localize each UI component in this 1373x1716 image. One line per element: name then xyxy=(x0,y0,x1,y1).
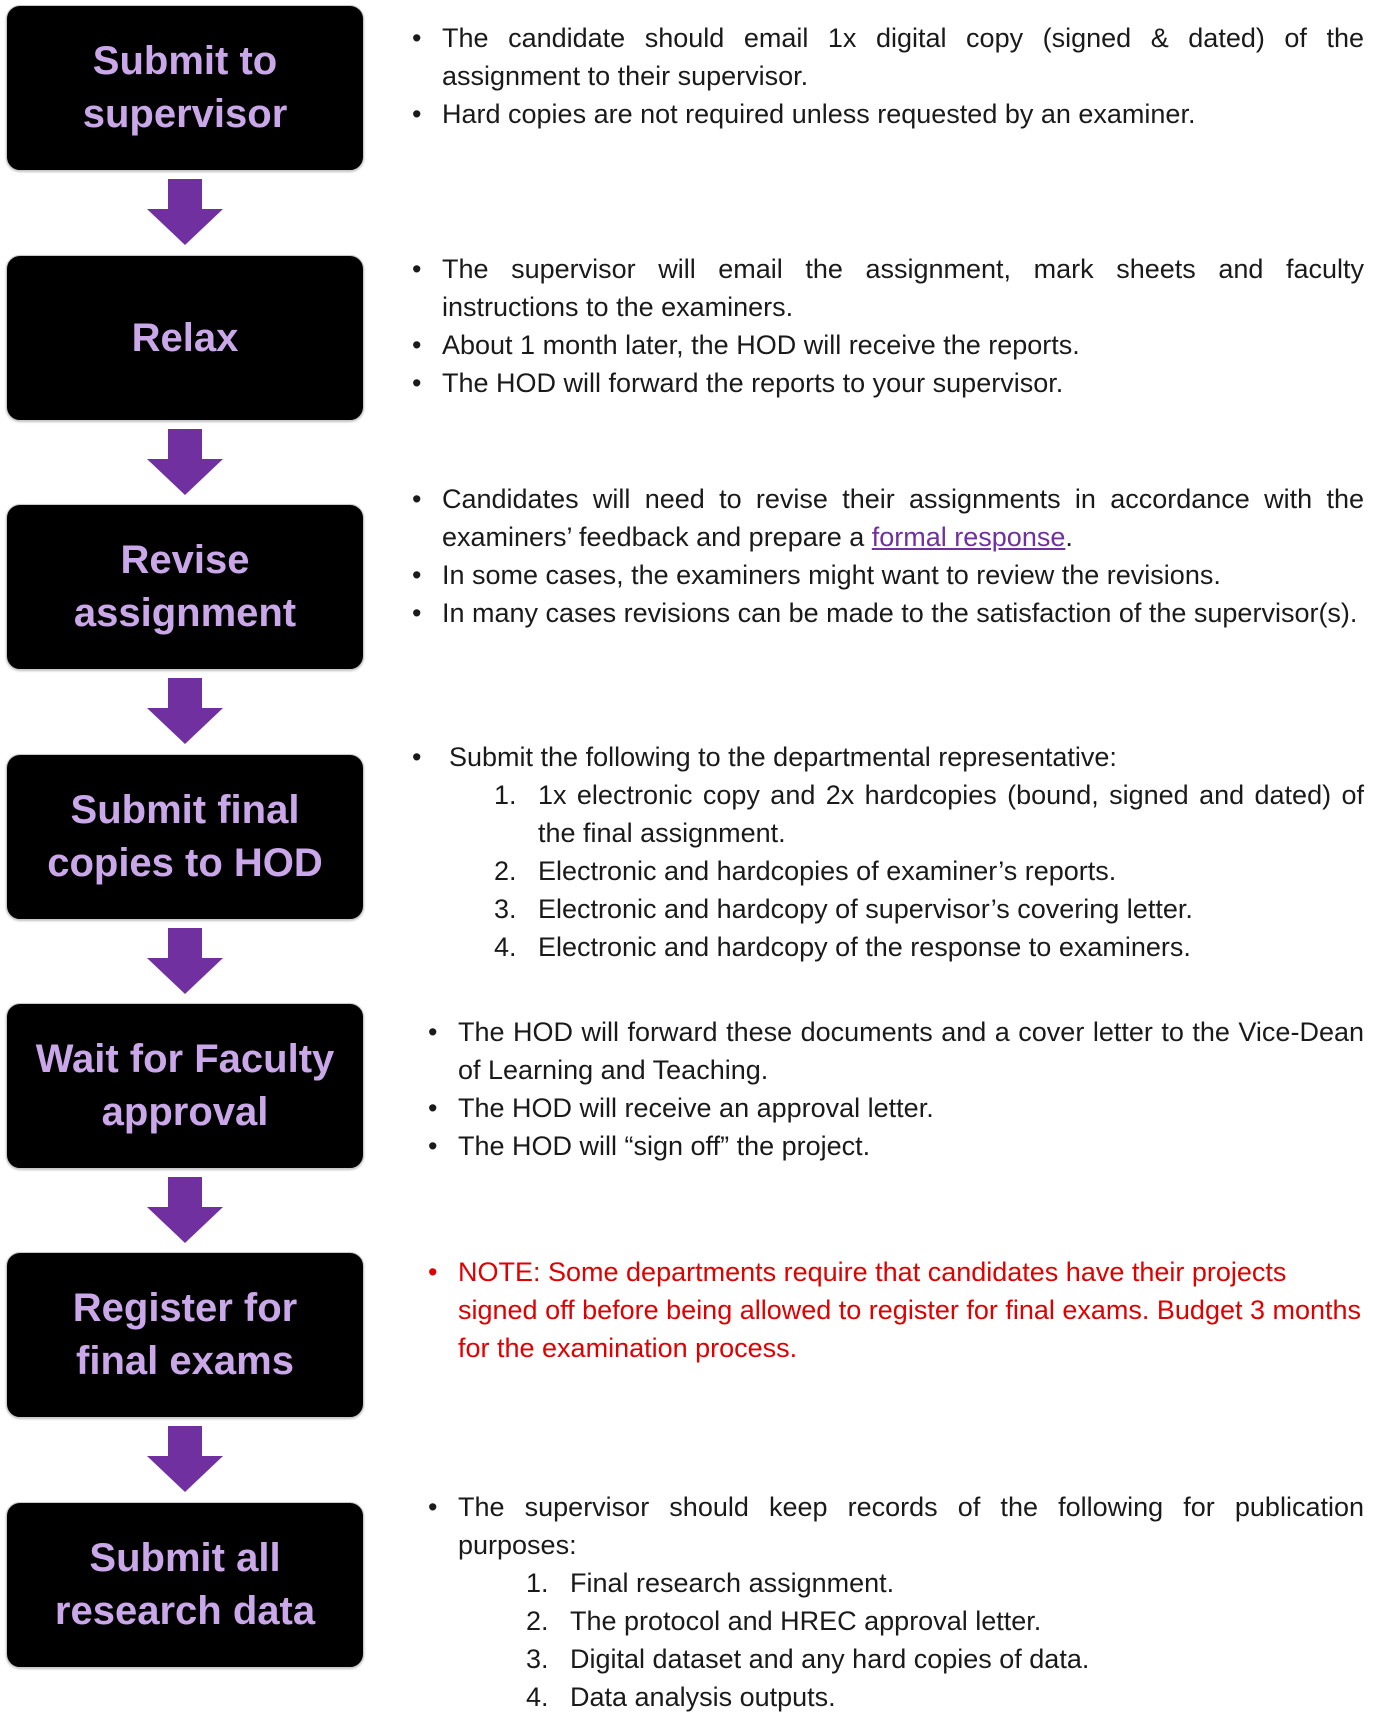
down-arrow-icon xyxy=(147,1177,223,1243)
bullet-item: • In many cases revisions can be made to the satisfaction of the supervisor(s). xyxy=(404,594,1364,632)
item-text: Data analysis outputs. xyxy=(570,1682,836,1712)
step-box-submit-final-copies xyxy=(6,754,364,920)
item-number: 1. xyxy=(526,1568,549,1598)
step-title: Register for final exams xyxy=(72,1286,298,1383)
step-box-submit-to-supervisor xyxy=(6,5,364,171)
bullet-item: • The supervisor should keep records of the following for publication purposes: xyxy=(420,1488,1364,1564)
bullet-item: • Hard copies are not required unless requested by an examiner. xyxy=(404,95,1364,133)
item-text: Electronic and hardcopy of the response to examiners. xyxy=(538,932,1191,962)
item-text: Digital dataset and any hard copies of data. xyxy=(570,1644,1090,1674)
step-description-wait-for-faculty-approval xyxy=(420,1013,1364,1165)
step-box-register-for-final-exams xyxy=(6,1252,364,1418)
item-text: The protocol and HREC approval letter. xyxy=(570,1606,1042,1636)
item-text: Electronic and hardcopy of supervisor’s covering letter. xyxy=(538,894,1193,924)
bullet-item: • Submit the following to the departmental representative: xyxy=(404,738,1364,776)
bullet-item: • The HOD will forward these documents and a cover letter to the Vice-Dean of Learning and Teaching. xyxy=(420,1013,1364,1089)
step-title: Submit all research data xyxy=(54,1536,316,1633)
step-title: Submit to supervisor xyxy=(82,39,288,136)
item-number: 3. xyxy=(526,1644,549,1674)
item-text: Final research assignment. xyxy=(570,1568,895,1598)
numbered-item xyxy=(526,1678,1364,1716)
bullet-item: • The HOD will receive an approval letter. xyxy=(420,1089,1364,1127)
step-description-relax xyxy=(404,250,1364,402)
numbered-item xyxy=(494,928,1364,966)
item-number: 2. xyxy=(526,1606,549,1636)
item-number: 2. xyxy=(494,856,517,886)
note-text: • NOTE: Some departments require that candidates have their projects signed off before being allowed to register for final exams. Budget 3 months for the examination process. xyxy=(420,1253,1364,1367)
step-title: Submit final copies to HOD xyxy=(47,788,323,885)
item-text: 1x electronic copy and 2x hardcopies (bound, signed and dated) of the final assignment. xyxy=(538,780,1364,848)
item-number: 4. xyxy=(494,932,517,962)
down-arrow-icon xyxy=(147,429,223,495)
bullet-text: Candidates will need to revise their assignments in accordance with the examiners’ feedback and prepare a xyxy=(442,484,1364,552)
item-number: 4. xyxy=(526,1682,549,1712)
step-title: Wait for Faculty approval xyxy=(35,1037,335,1134)
item-number: 1. xyxy=(494,780,517,810)
bullet-item xyxy=(404,480,1364,556)
formal-response-link[interactable]: formal response xyxy=(871,522,1066,552)
bullet-item: • The candidate should email 1x digital copy (signed & dated) of the assignment to their supervisor. xyxy=(404,19,1364,95)
step-box-submit-all-research-data xyxy=(6,1502,364,1668)
step-box-revise-assignment xyxy=(6,504,364,670)
step-box-wait-for-faculty-approval xyxy=(6,1003,364,1169)
step-title: Revise assignment xyxy=(73,538,297,635)
bullet-item: • The HOD will “sign off” the project. xyxy=(420,1127,1364,1165)
bullet-text: . xyxy=(1065,522,1073,552)
bullet-item: • In some cases, the examiners might want to review the revisions. xyxy=(404,556,1364,594)
numbered-item xyxy=(494,890,1364,928)
bullet-item: • The supervisor will email the assignment, mark sheets and faculty instructions to the examiners. xyxy=(404,250,1364,326)
item-text: Electronic and hardcopies of examiner’s reports. xyxy=(538,856,1117,886)
step-description-submit-to-supervisor xyxy=(404,19,1364,133)
step-description-register-for-final-exams xyxy=(420,1253,1364,1367)
numbered-item xyxy=(494,776,1364,852)
bullet-item: • About 1 month later, the HOD will receive the reports. xyxy=(404,326,1364,364)
bullet-item: • The HOD will forward the reports to your supervisor. xyxy=(404,364,1364,402)
down-arrow-icon xyxy=(147,1426,223,1492)
step-description-submit-all-research-data xyxy=(420,1488,1364,1716)
numbered-item xyxy=(526,1640,1364,1678)
item-number: 3. xyxy=(494,894,517,924)
numbered-item xyxy=(526,1602,1364,1640)
step-description-submit-final-copies xyxy=(404,738,1364,966)
numbered-item xyxy=(526,1564,1364,1602)
step-box-relax xyxy=(6,255,364,421)
numbered-item xyxy=(494,852,1364,890)
step-title: Relax xyxy=(131,315,239,360)
down-arrow-icon xyxy=(147,678,223,744)
down-arrow-icon xyxy=(147,179,223,245)
down-arrow-icon xyxy=(147,928,223,994)
step-description-revise-assignment xyxy=(404,480,1364,632)
